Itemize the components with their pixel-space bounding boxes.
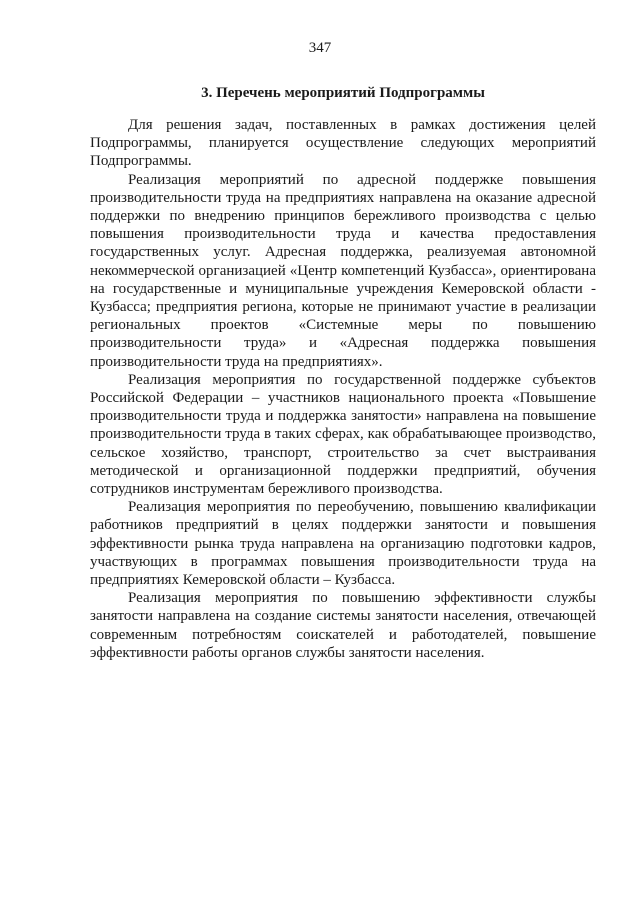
- paragraph-employment-service: Реализация мероприятия по повышению эффективности службы занятости направлена на создание системы занятости населения, отвечающей современным потребностям соискателей и работодателей, повышение эффективности работы органов службы занятости населения.: [90, 590, 596, 661]
- paragraph-state-support: Реализация мероприятия по государственной поддержке субъектов Российской Федерации – участников национального проекта «Повышение производительности труда и поддержка занятости» направлена на повышение производительности труда в таких сферах, как обрабатывающее производство, сельское хозяйство, транспорт, строительство за счет выстраивания методической и организационной поддержки предприятий, обучения сотрудников инструментам бережливого производства.: [90, 371, 596, 498]
- page-number: 347: [308, 40, 332, 56]
- paragraph-targeted-support: Реализация мероприятий по адресной поддержке повышения производительности труда на предприятиях направлена на оказание адресной поддержки по внедрению принципов бережливого производства с целью повышения производительности труда и качества предоставления государственных услуг. Адресная поддержка, реализуемая автономной некоммерческой организацией «Центр компетенций Кузбасса», ориентирована на государственные и муниципальные учреждения Кемеровской области - Кузбасса; предприятия региона, которые не принимают участие в реализации региональных проектов «Системные меры по повышению производительности труда» и «Адресная поддержка повышения производительности труда на предприятиях».: [90, 171, 596, 370]
- section-title: 3. Перечень мероприятий Подпрограммы: [201, 85, 485, 101]
- paragraph-intro: Для решения задач, поставленных в рамках достижения целей Подпрограммы, планируется осуществление следующих мероприятий Подпрограммы.: [90, 117, 596, 170]
- paragraph-retraining: Реализация мероприятия по переобучению, повышению квалификации работников предприятий в целях поддержки занятости и повышения эффективности рынка труда направлена на организацию подготовки кадров, участвующих в программах повышения производительности труда на предприятиях Кемеровской области – Кузбасса.: [90, 499, 596, 589]
- body-text: [90, 116, 596, 662]
